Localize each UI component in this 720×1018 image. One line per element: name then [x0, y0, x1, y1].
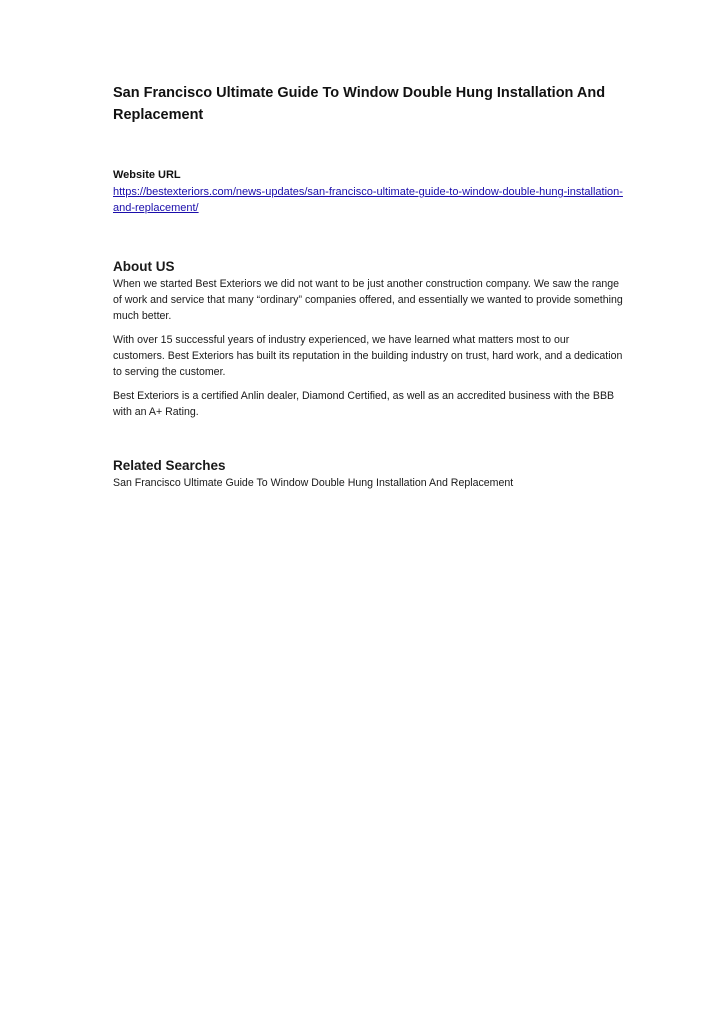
about-heading: About US — [113, 259, 175, 274]
website-url-label: Website URL — [113, 169, 181, 181]
about-paragraph-2: With over 15 successful years of industry experienced, we have learned what matters most to our customers. Best Exteriors has built its reputation in the building industry on trust, hard work, and a dedication to serving the customer. — [113, 334, 623, 378]
about-paragraph-3: Best Exteriors is a certified Anlin dealer, Diamond Certified, as well as an accredited business with the BBB with an A+ Rating. — [113, 390, 615, 418]
page-title: San Francisco Ultimate Guide To Window Double Hung Installation And Replacement — [113, 85, 606, 123]
about-paragraph-1: When we started Best Exteriors we did not want to be just another construction company. We saw the range of work and service that many “ordinary” companies offered, and essentially we wanted to provide something much better. — [113, 278, 623, 322]
related-searches-heading: Related Searches — [113, 458, 226, 473]
document-content — [113, 82, 623, 491]
related-search-item: San Francisco Ultimate Guide To Window Double Hung Installation And Replacement — [113, 477, 514, 489]
website-url-link[interactable]: https://bestexteriors.com/news-updates/san-francisco-ultimate-guide-to-window-double-hung-installation-and-replacement/ — [113, 186, 623, 214]
